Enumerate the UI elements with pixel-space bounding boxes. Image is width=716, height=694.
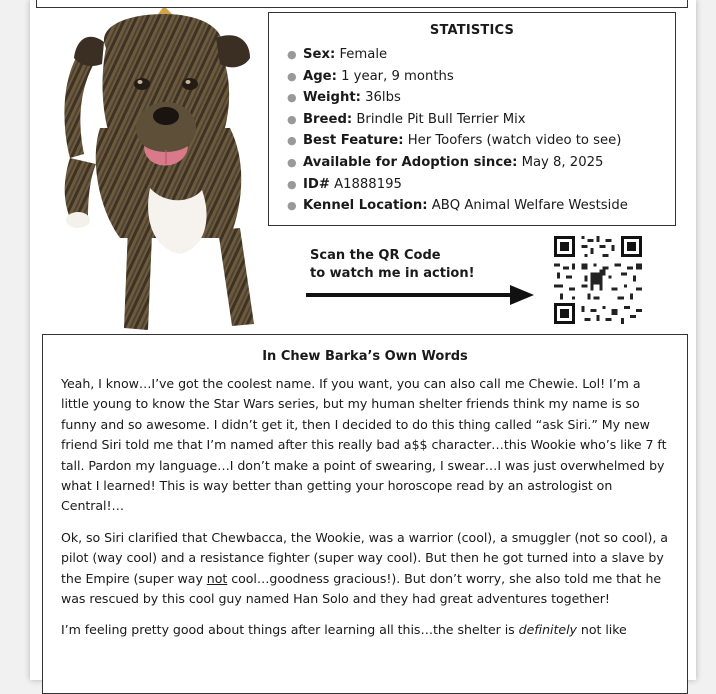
own-words-paragraph-3: [61, 620, 669, 640]
stat-label: Kennel Location:: [303, 198, 428, 214]
stat-available-since: [287, 152, 675, 174]
own-words-paragraph-1: Yeah, I know…I’ve got the coolest name. If you want, you can also call me Chewie. Lol! I’m a little young to know the Star Wars series, but my human shelter friends think my name is so funny and so awesome. I didn’t get it, then I decided to do this thing called “ask Siri.” My new friend Siri told me that I’m named after this really bad a$$ character…this Wookie who’s like 7 ft tall. Pardon my language…I don’t make a point of swearing, I swear…I was just overwhelmed by what I learned! This is way better than getting your horoscope read by an astrologist on Central!…: [61, 376, 667, 514]
bullet-icon: ●: [287, 134, 297, 148]
paragraph-2-underlined-word: not: [206, 570, 228, 586]
stat-value: A1888195: [334, 176, 402, 192]
own-words-paragraph-2: [61, 528, 669, 610]
adoption-flyer: [30, 0, 696, 680]
stat-weight: [287, 87, 675, 109]
paragraph-3-text-a: I’m feeling pretty good about things after learning all this…the shelter is: [61, 622, 519, 638]
own-words-box: [42, 334, 688, 694]
stat-value: Her Toofers (watch video to see): [407, 133, 622, 149]
statistics-box: [268, 12, 676, 226]
stat-label: Weight:: [303, 90, 361, 106]
bullet-icon: ●: [287, 155, 297, 169]
stat-value: 36lbs: [365, 90, 401, 106]
scan-line-2: to watch me in action!: [310, 266, 475, 281]
stat-best-feature: [287, 130, 675, 152]
stat-label: Age:: [303, 68, 337, 84]
paragraph-3-italic-word: definitely: [518, 622, 577, 638]
scan-qr-caption: [310, 247, 475, 283]
stat-value: May 8, 2025: [521, 154, 604, 170]
stat-id: [287, 174, 675, 196]
bullet-icon: ●: [287, 69, 297, 83]
bullet-icon: ●: [287, 112, 297, 126]
top-banner-box: [36, 0, 688, 8]
scan-line-1: Scan the QR Code: [310, 248, 441, 263]
bullet-icon: ●: [287, 91, 297, 105]
stat-label: Sex:: [303, 47, 336, 62]
stat-label: ID#: [303, 176, 330, 192]
bullet-icon: ●: [287, 48, 297, 61]
stat-age: [287, 66, 675, 88]
own-words-title: In Chew Barka’s Own Words: [262, 349, 468, 364]
stat-sex: [287, 44, 675, 66]
stat-kennel-location: [287, 195, 675, 217]
stat-label: Available for Adoption since:: [303, 154, 518, 170]
stat-breed: [287, 109, 675, 131]
dog-photo: [40, 8, 272, 338]
paragraph-3-text-b: not like: [576, 622, 627, 638]
stat-value: 1 year, 9 months: [341, 68, 454, 84]
stat-label: Best Feature:: [303, 133, 404, 149]
bullet-icon: ●: [287, 199, 297, 213]
paragraph-2-text-b: cool…goodness gracious!). But don’t worry, she also told me that he was rescued by this cool guy named Han Solo and they had great adventures together!: [61, 570, 662, 607]
stat-value: Brindle Pit Bull Terrier Mix: [356, 111, 526, 127]
statistics-title: STATISTICS: [429, 23, 515, 38]
statistics-list: [269, 44, 675, 217]
bullet-icon: ●: [287, 177, 297, 191]
qr-code[interactable]: [554, 236, 642, 324]
stat-value: ABQ Animal Welfare Westside: [431, 198, 628, 214]
stat-label: Breed:: [303, 111, 353, 127]
arrow-right-icon: [306, 283, 534, 307]
paragraph-2-text-a: Ok, so Siri clarified that Chewbacca, the Wookie, was a warrior (cool), a smuggler (not so cool), a pilot (way cool) and a resistance fighter (super way cool). But then he got turned into a slave by the Empire (super way: [61, 529, 668, 586]
stat-value: Female: [339, 47, 388, 62]
